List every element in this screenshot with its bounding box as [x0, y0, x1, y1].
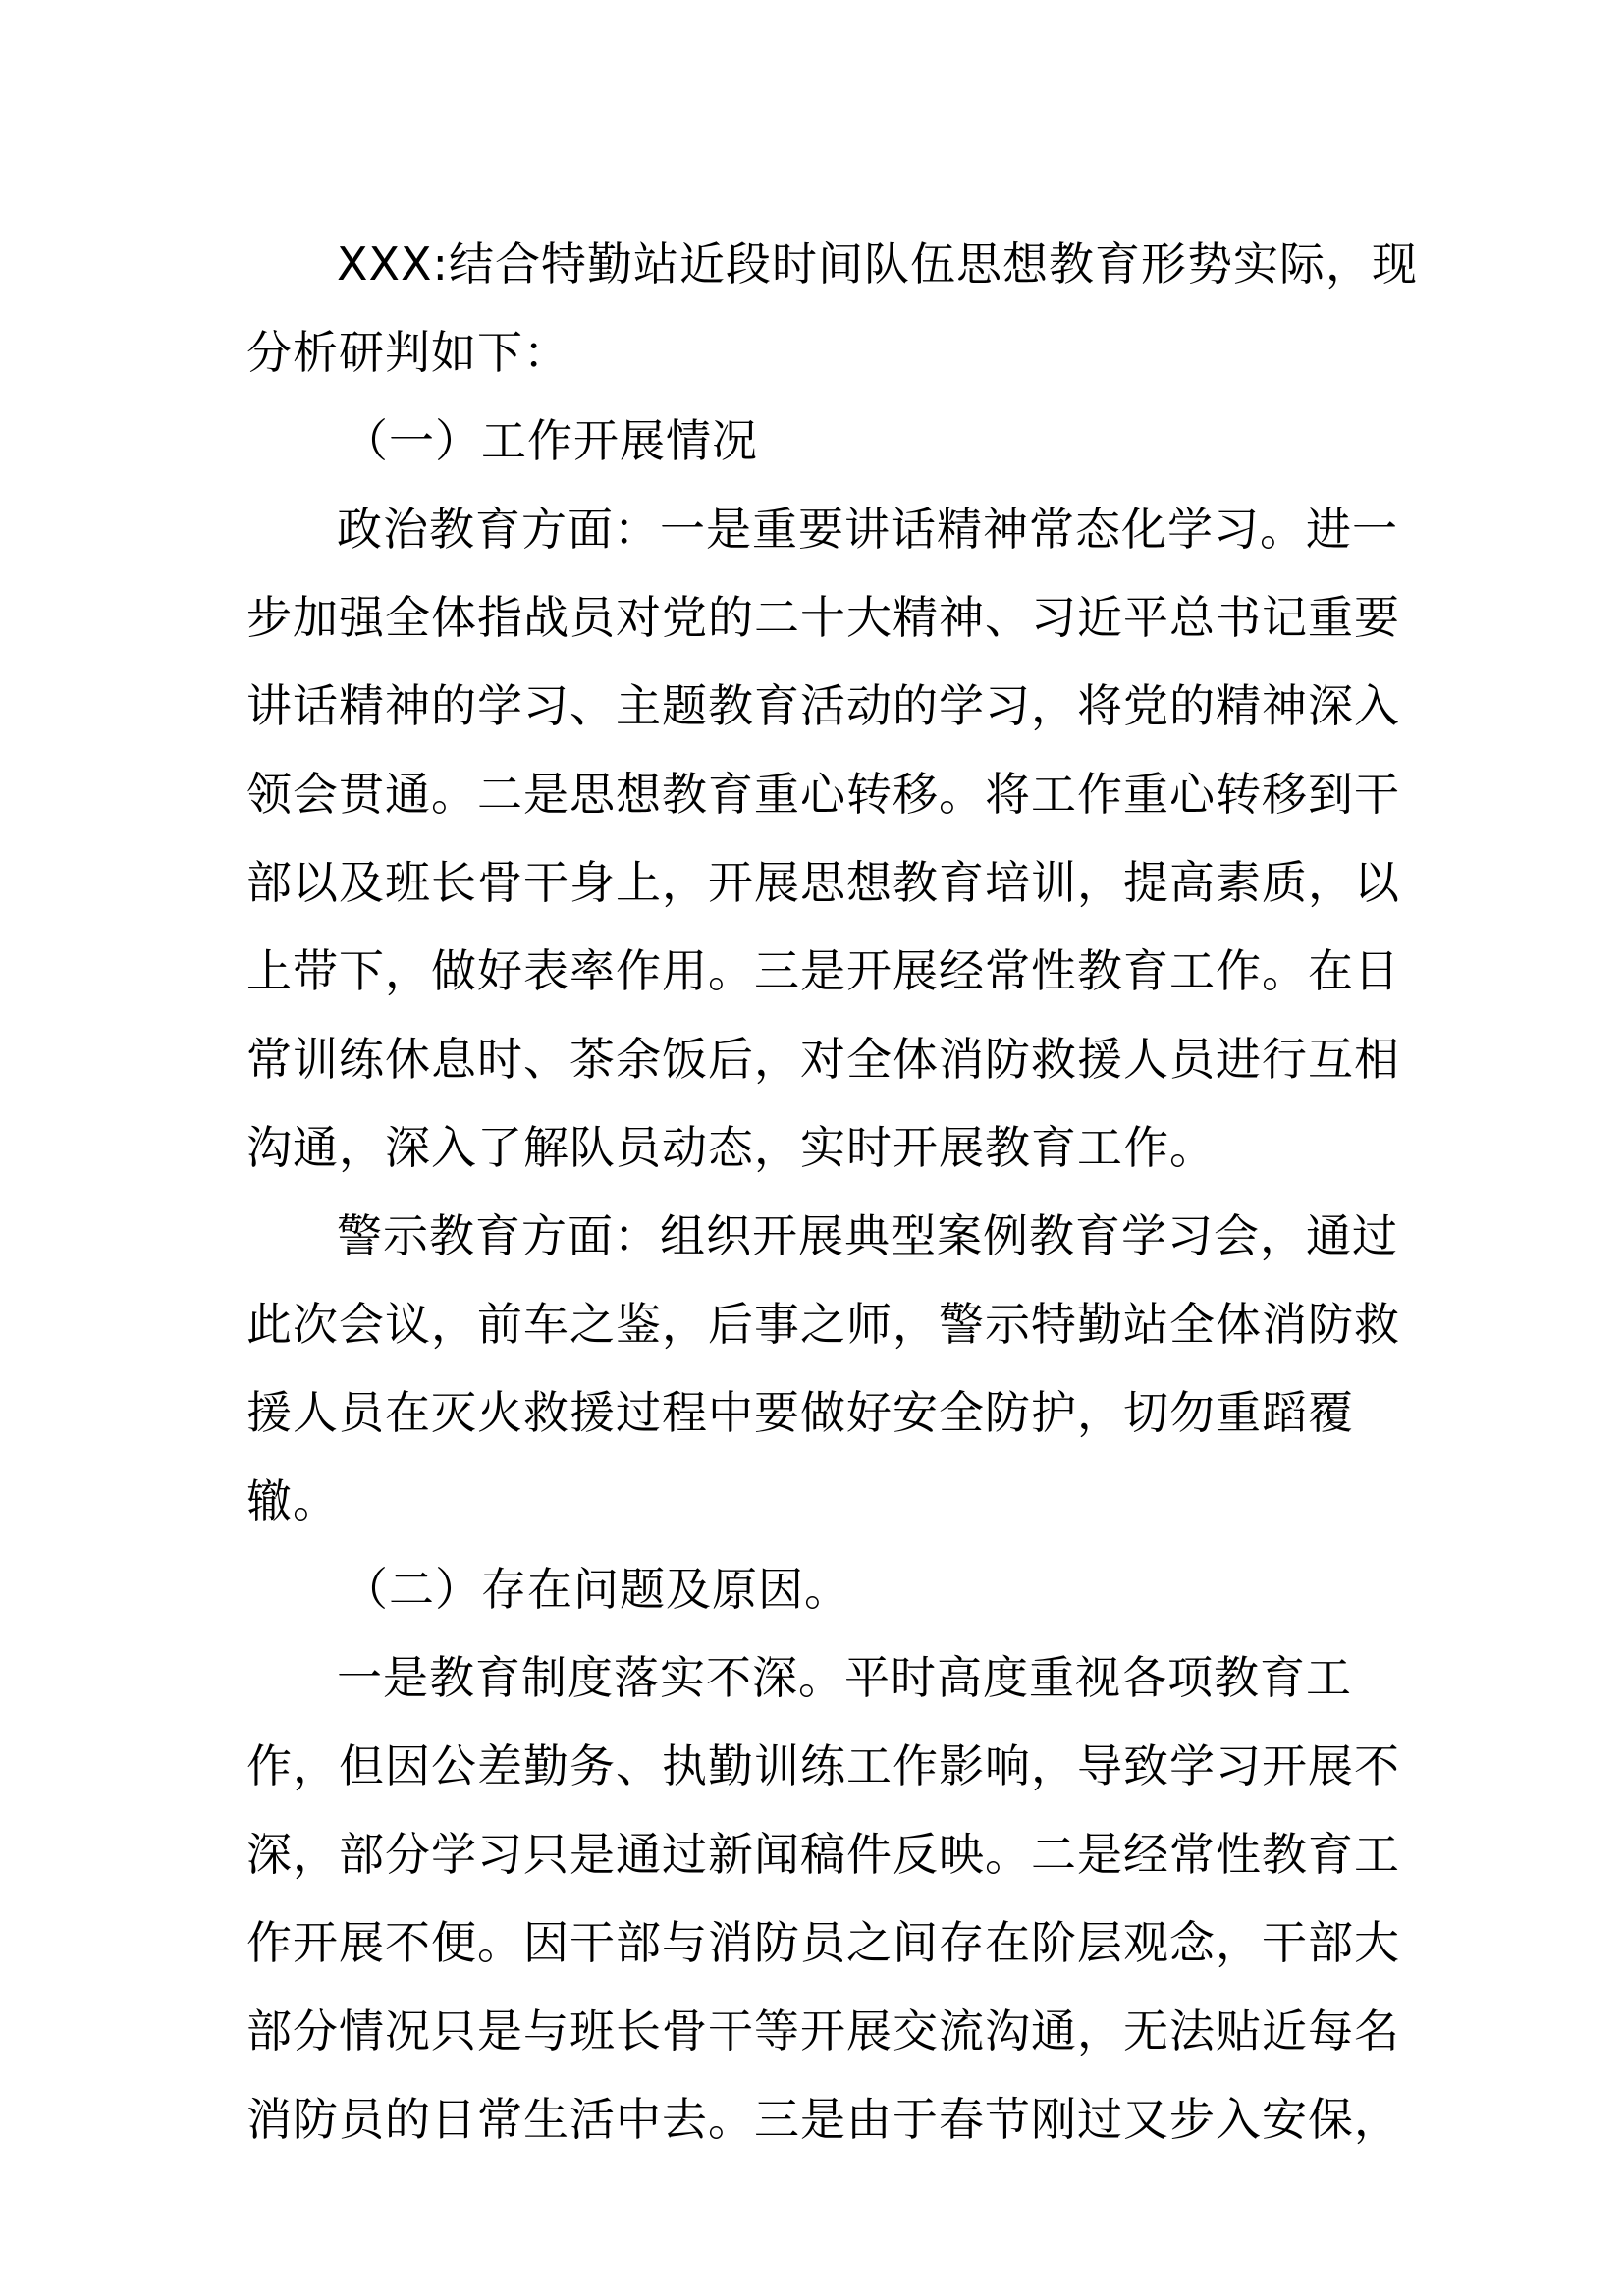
paragraph-problems-line-3: 深，部分学习只是通过新闻稿件反映。二是经常性教育工 [246, 1828, 1400, 1881]
paragraph-political-line-7: 常训练休息时、茶余饭后，对全体消防救援人员进行互相 [246, 1033, 1400, 1086]
paragraph-warning-line-2: 此次会议，前车之鉴，后事之师，警示特勤站全体消防救 [246, 1298, 1400, 1351]
paragraph-warning-line-3: 援人员在灭火救援过程中要做好安全防护，切勿重蹈覆 [246, 1386, 1354, 1439]
paragraph-political-line-2: 步加强全体指战员对党的二十大精神、习近平总书记重要 [246, 591, 1400, 644]
paragraph-political-line-1: 政治教育方面：一是重要讲话精神常态化学习。进一 [337, 503, 1398, 556]
document-body [246, 220, 1419, 2163]
section-heading-work-status: （一）工作开展情况 [343, 414, 758, 467]
paragraph-warning-line-4: 辙。 [246, 1474, 339, 1527]
paragraph-intro-line-1: XXX:结合特勤站近段时间队伍思想教育形势实际，现 [337, 238, 1419, 291]
paragraph-political-line-5: 部以及班长骨干身上，开展思想教育培训，提高素质，以 [246, 856, 1400, 909]
paragraph-problems-line-6: 消防员的日常生活中去。三是由于春节刚过又步入安保， [246, 2093, 1400, 2146]
paragraph-problems-line-2: 作，但因公差勤务、执勤训练工作影响，导致学习开展不 [246, 1739, 1400, 1792]
paragraph-political-line-6: 上带下，做好表率作用。三是开展经常性教育工作。在日 [246, 944, 1400, 997]
paragraph-warning-line-1: 警示教育方面：组织开展典型案例教育学习会，通过 [337, 1209, 1398, 1262]
paragraph-problems-line-5: 部分情况只是与班长骨干等开展交流沟通，无法贴近每名 [246, 2004, 1400, 2057]
paragraph-political-line-4: 领会贯通。二是思想教育重心转移。将工作重心转移到干 [246, 768, 1400, 821]
paragraph-problems-line-4: 作开展不便。因干部与消防员之间存在阶层观念，干部大 [246, 1916, 1400, 1969]
paragraph-political-line-8: 沟通，深入了解队员动态，实时开展教育工作。 [246, 1121, 1216, 1174]
paragraph-political-line-3: 讲话精神的学习、主题教育活动的学习，将党的精神深入 [246, 679, 1400, 732]
paragraph-intro-line-2: 分析研判如下： [246, 326, 569, 379]
section-heading-problems: （二）存在问题及原因。 [343, 1563, 850, 1616]
paragraph-problems-line-1: 一是教育制度落实不深。平时高度重视各项教育工 [337, 1651, 1352, 1704]
